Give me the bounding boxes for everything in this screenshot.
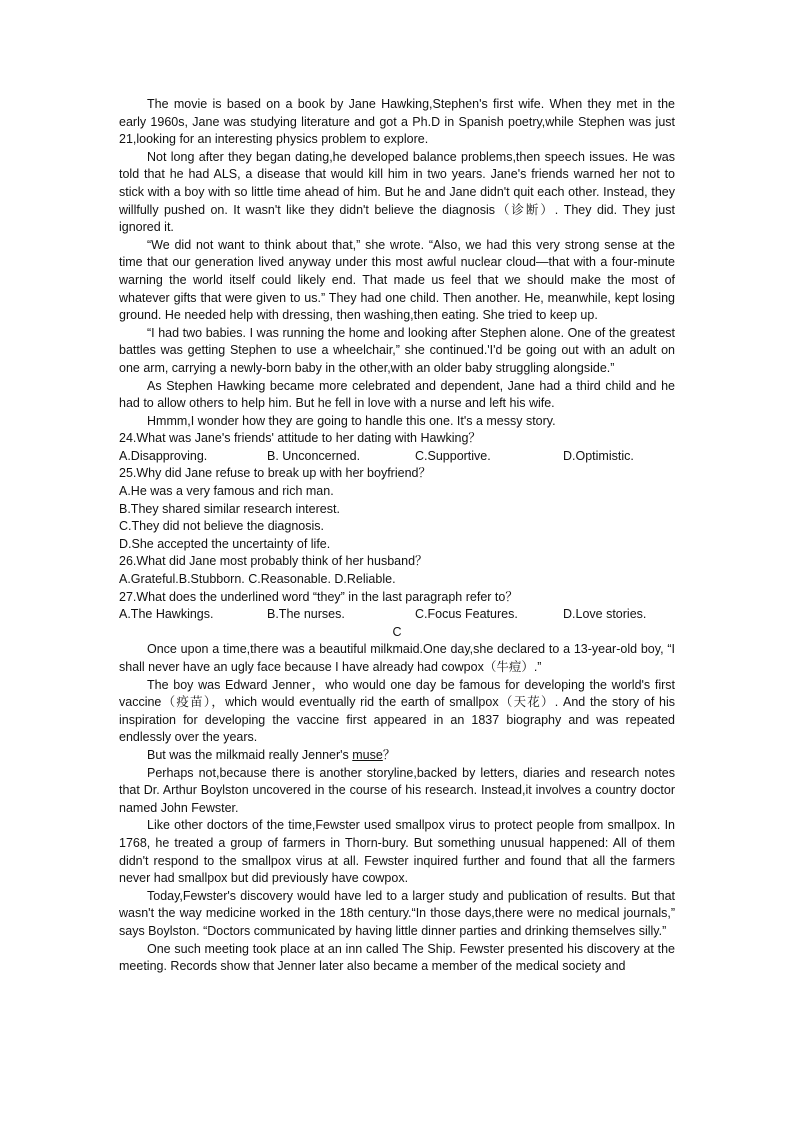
question-25: 25.Why did Jane refuse to break up with her boyfriend？	[119, 466, 431, 481]
text-run: ？	[382, 747, 396, 762]
question-26-options: A.Grateful.B.Stubborn. C.Reasonable. D.Reliable.	[119, 572, 396, 587]
option-b: B.The nurses.	[267, 607, 345, 622]
paragraph: The movie is based on a book by Jane Hawking,Stephen's first wife. When they met in the early 1960s, Jane was studying literature and got a Ph.D in Spanish poetry,while Stephen was just 21,looking for an interesting physics problem to explore.	[119, 97, 675, 147]
option-b: B. Unconcerned.	[267, 448, 361, 463]
option-d: D.Optimistic.	[563, 448, 634, 463]
paragraph: Not long after they began dating,he developed balance problems,then speech issues. He was told that he had ALS, a disease that would kill him in two years. Jane's friends warned her not to stick with a boy with so little time ahead of him. But he and Jane didn't quit each other. Instead, they willfully pushed on. It wasn't like they didn't believe the diagnosis（诊断）. They did. They just ignored it.	[119, 149, 675, 235]
option-b: B.They shared similar research interest.	[119, 501, 340, 516]
underlined-word: muse	[352, 747, 383, 762]
option-c: C.Focus Features.	[415, 607, 518, 622]
option-c: C.Supportive.	[415, 448, 491, 463]
option-d: D.She accepted the uncertainty of life.	[119, 536, 331, 551]
paragraph	[119, 747, 675, 765]
paragraph: Hmmm,I wonder how they are going to handle this one. It's a messy story.	[147, 413, 556, 428]
option-a: A.Disapproving.	[119, 448, 208, 463]
question-24: 24.What was Jane's friends' attitude to her dating with Hawking？	[119, 431, 481, 446]
document-page	[119, 96, 675, 976]
paragraph: Perhaps not,because there is another storyline,backed by letters, diaries and research notes that Dr. Arthur Boylston uncovered in the course of his research. Instead,it involves a country doctor named John Fewster.	[119, 765, 675, 815]
paragraph: One such meeting took place at an inn called The Ship. Fewster presented his discovery at the meeting. Records show that Jenner later also became a member of the medical society and	[119, 941, 675, 974]
question-26: 26.What did Jane most probably think of her husband？	[119, 554, 428, 569]
paragraph: The boy was Edward Jenner，who would one day be famous for developing the world's first vaccine（疫苗），which would eventually rid the earth of smallpox（天花）. And the story of his inspiration for developing the vaccine first appeared in an 1837 biography and was repeated endlessly over the years.	[119, 677, 675, 745]
question-27-options	[119, 606, 675, 624]
option-a: A.He was a very famous and rich man.	[119, 484, 334, 499]
paragraph: Once upon a time,there was a beautiful milkmaid.One day,she declared to a 13-year-old boy, “I shall never have an ugly face because I have already had cowpox（牛痘）.”	[119, 642, 675, 674]
paragraph: Today,Fewster's discovery would have led to a larger study and publication of results. But that wasn't the way medicine worked in the 18th century.“In those days,there were no medical journals,” says Boylston. “Doctors communicated by having little dinner parties and drinking themselves silly.”	[119, 888, 675, 938]
option-c: C.They did not believe the diagnosis.	[119, 519, 324, 534]
paragraph: As Stephen Hawking became more celebrated and dependent, Jane had a third child and he had to allow others to help him. But he fell in love with a nurse and left his wife.	[119, 378, 675, 411]
question-24-options	[119, 448, 675, 466]
paragraph: “We did not want to think about that,” she wrote. “Also, we had this very strong sense at the time that our generation lived anyway under this most awful nuclear cloud—that with a four-minute warning the world itself could likely end. That made us feel that we should make the most of whatever gifts that were given to us.” They had one child. Then another. He, meanwhile, kept losing ground. He needed help with dressing, then washing,then eating. She tried to keep up.	[119, 237, 675, 323]
passage-c	[119, 641, 675, 975]
question-27: 27.What does the underlined word “they” in the last paragraph refer to？	[119, 589, 518, 604]
text-run: But was the milkmaid really Jenner's	[147, 747, 353, 762]
paragraph: Like other doctors of the time,Fewster used smallpox virus to protect people from smallpox. In 1768, he treated a group of farmers in Thorn-bury. But something unusual happened: All of them didn't respond to the smallpox virus at all. Fewster inquired further and found that all the farmers never had smallpox but did previously have cowpox.	[119, 818, 675, 886]
section-heading: C	[392, 624, 402, 639]
passage-b	[119, 96, 675, 624]
option-d: D.Love stories.	[563, 607, 647, 622]
option-a: A.The Hawkings.	[119, 607, 214, 622]
paragraph: “I had two babies. I was running the home and looking after Stephen alone. One of the greatest battles was getting Stephen to use a wheelchair,” she continued.'I'd be going out with an adult on one arm, carrying a newly-born baby in the other,with an older baby struggling alongside.”	[119, 325, 675, 375]
